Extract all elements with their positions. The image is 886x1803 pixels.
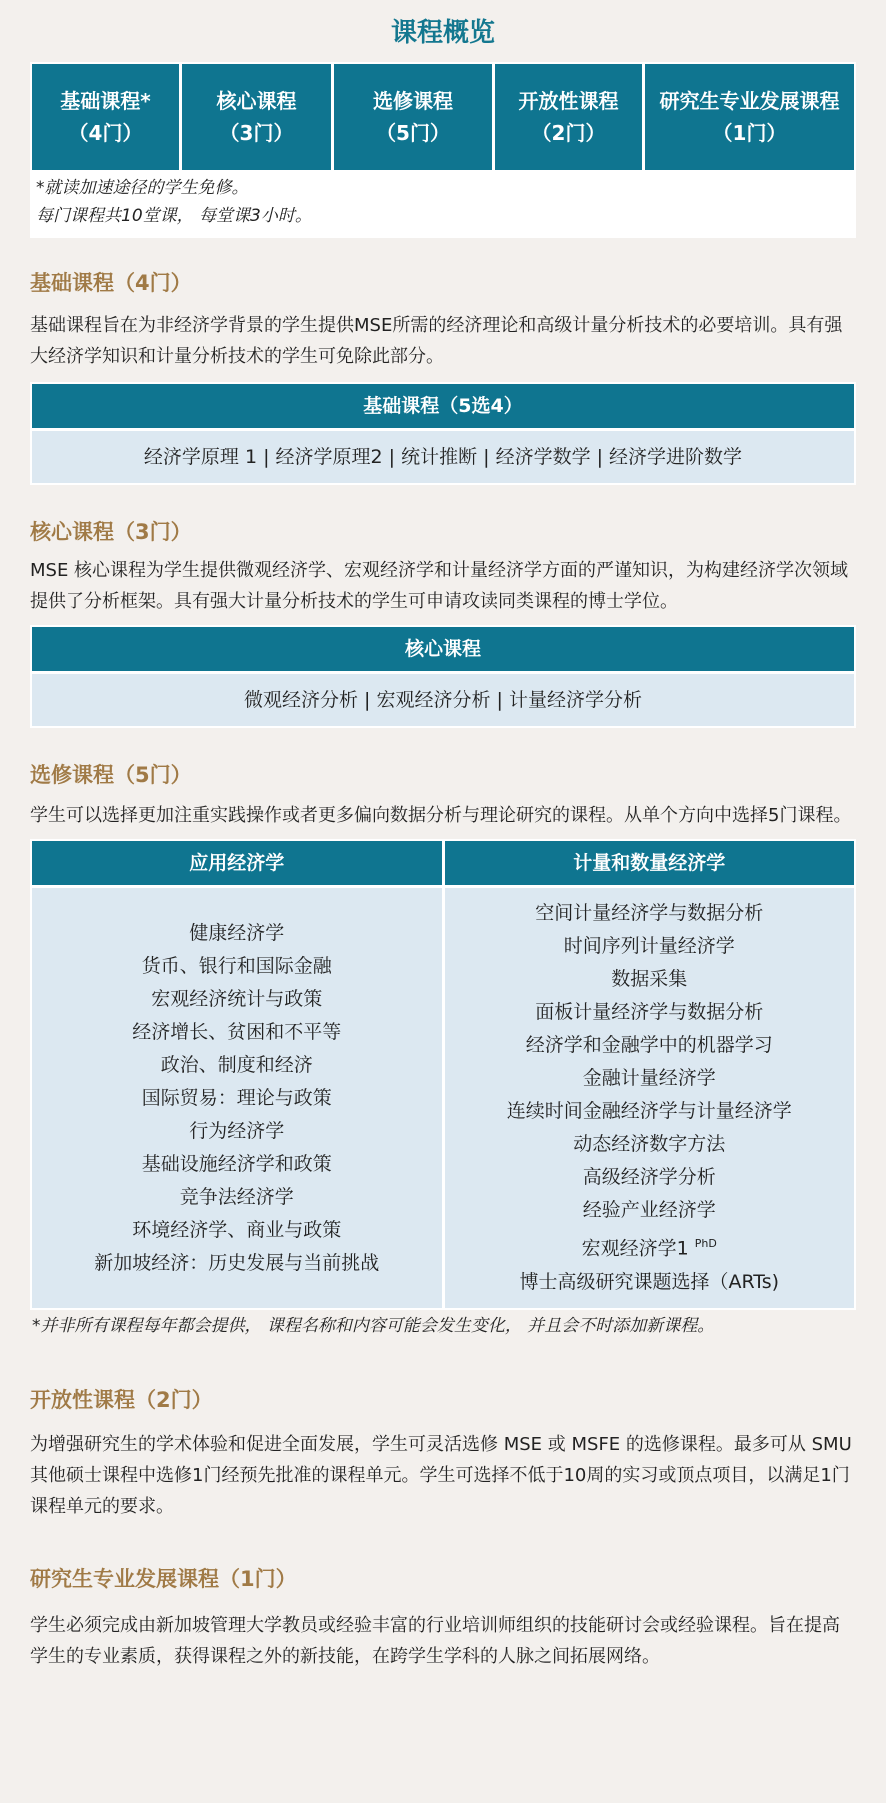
- elective-footnote: *并非所有课程每年都会提供， 课程名称和内容可能会发生变化， 并且会不时添加新课程。: [32, 1316, 715, 1336]
- page-title: 课程概览: [390, 18, 495, 48]
- course-item: 政治、制度和经济: [160, 1053, 313, 1076]
- overview-cell-count: （1门）: [712, 121, 787, 145]
- course-item: 面板计量经济学与数据分析: [535, 1001, 764, 1024]
- overview-cell-core: [182, 64, 331, 170]
- quantitative-economics-column: [445, 841, 855, 1308]
- course-item: 竞争法经济学: [179, 1185, 294, 1208]
- overview-cell-name: 研究生专业发展课程: [659, 89, 840, 113]
- pd-text: 学生必须完成由新加坡管理大学教员或经验丰富的行业培训师组织的技能研讨会或经验课程。旨在提高学生的专业素质，获得课程之外的新技能，在跨学生学科的人脉之间拓展网络。: [30, 1615, 840, 1667]
- open-title: 开放性课程（2门）: [30, 1388, 213, 1412]
- core-text: MSE 核心课程为学生提供微观经济学、宏观经济学和计量经济学方面的严谨知识，为构建经济学次领域提供了分析框架。具有强大计量分析技术的学生可申请攻读同类课程的博士学位。: [30, 560, 849, 612]
- core-table-head: 核心课程: [32, 627, 854, 671]
- course-item: 环境经济学、商业与政策: [132, 1218, 342, 1241]
- course-item: 行为经济学: [189, 1119, 285, 1142]
- elective-table: [30, 839, 856, 1310]
- course-item: 新加坡经济：历史发展与当前挑战: [94, 1251, 380, 1274]
- phd-mark: PhD: [694, 1237, 717, 1251]
- course-item: 高级经济学分析: [582, 1166, 716, 1189]
- overview-note: 每门课程共10堂课， 每堂课3小时。: [36, 206, 312, 226]
- foundation-text: 基础课程旨在为非经济学背景的学生提供MSE所需的经济理论和高级计量分析技术的必要培训。具有强大经济学知识和计量分析技术的学生可免除此部分。: [30, 315, 843, 367]
- course-item: 数据采集: [611, 968, 688, 991]
- overview-cell-name: 选修课程: [373, 89, 453, 113]
- core-table-body: 微观经济分析 | 宏观经济分析 | 计量经济学分析: [32, 674, 854, 726]
- applied-economics-list: [32, 888, 442, 1308]
- overview-cell-name: 基础课程*: [60, 89, 151, 113]
- course-item: 连续时间金融经济学与计量经济学: [506, 1100, 792, 1123]
- course-item: 宏观经济学1: [581, 1237, 689, 1260]
- quantitative-economics-list: [445, 888, 855, 1308]
- course-item: 经济学和金融学中的机器学习: [525, 1034, 773, 1057]
- course-item: 经验产业经济学: [582, 1199, 716, 1222]
- applied-economics-head: 应用经济学: [32, 841, 442, 885]
- foundation-title: 基础课程（4门）: [30, 271, 192, 295]
- course-item: 金融计量经济学: [582, 1067, 716, 1090]
- course-item: 博士高级研究课题选择（ARTs): [519, 1270, 780, 1293]
- overview-cell-foundation: [32, 64, 179, 170]
- course-item: 宏观经济统计与政策: [151, 987, 323, 1010]
- course-item: 经济增长、贫困和不平等: [132, 1020, 342, 1043]
- open-text: 为增强研究生的学术体验和促进全面发展，学生可灵活选修 MSE 或 MSFE 的选修课程。最多可从 SMU 其他硕士课程中选修1门经预先批准的课程单元。学生可选择不低于10周的实习或顶点项目，以满足1门课程单元的要求。: [30, 1434, 852, 1517]
- overview-cell-count: （3门）: [219, 121, 294, 145]
- overview-cell-elective: [334, 64, 492, 170]
- course-item: 动态经济数字方法: [573, 1133, 726, 1156]
- course-item: 时间序列计量经济学: [563, 935, 735, 958]
- overview-note: *就读加速途径的学生免修。: [36, 178, 249, 198]
- quantitative-economics-head: 计量和数量经济学: [445, 841, 855, 885]
- overview-cell-name: 核心课程: [216, 89, 297, 113]
- page-content: [30, 0, 856, 1672]
- course-item: 基础设施经济学和政策: [141, 1152, 332, 1175]
- course-item: 空间计量经济学与数据分析: [535, 902, 764, 925]
- course-item: 货币、银行和国际金融: [141, 954, 332, 977]
- elective-title: 选修课程（5门）: [30, 763, 192, 787]
- course-item-with-mark: [445, 1227, 855, 1265]
- course-item: 健康经济学: [189, 921, 285, 944]
- foundation-table-body: 经济学原理 1 | 经济学原理2 | 统计推断 | 经济学数学 | 经济学进阶数学: [32, 431, 854, 483]
- core-table: [30, 625, 856, 728]
- pd-title: 研究生专业发展课程（1门）: [30, 1567, 297, 1591]
- overview-cell-open: [495, 64, 642, 170]
- foundation-table: [30, 382, 856, 485]
- overview-cell-pd: [645, 64, 854, 170]
- foundation-table-head: 基础课程（5选4）: [32, 384, 854, 428]
- applied-economics-column: [32, 841, 442, 1308]
- core-title: 核心课程（3门）: [30, 520, 192, 544]
- overview-table: [30, 62, 856, 238]
- course-item: 国际贸易：理论与政策: [141, 1086, 332, 1109]
- overview-cell-count: （4门）: [68, 121, 143, 145]
- overview-cell-count: （2门）: [531, 121, 606, 145]
- overview-cell-name: 开放性课程: [518, 89, 619, 113]
- overview-cell-count: （5门）: [376, 121, 450, 145]
- elective-text: 学生可以选择更加注重实践操作或者更多偏向数据分析与理论研究的课程。从单个方向中选择5门课程。: [30, 805, 852, 826]
- overview-notes: [32, 170, 854, 236]
